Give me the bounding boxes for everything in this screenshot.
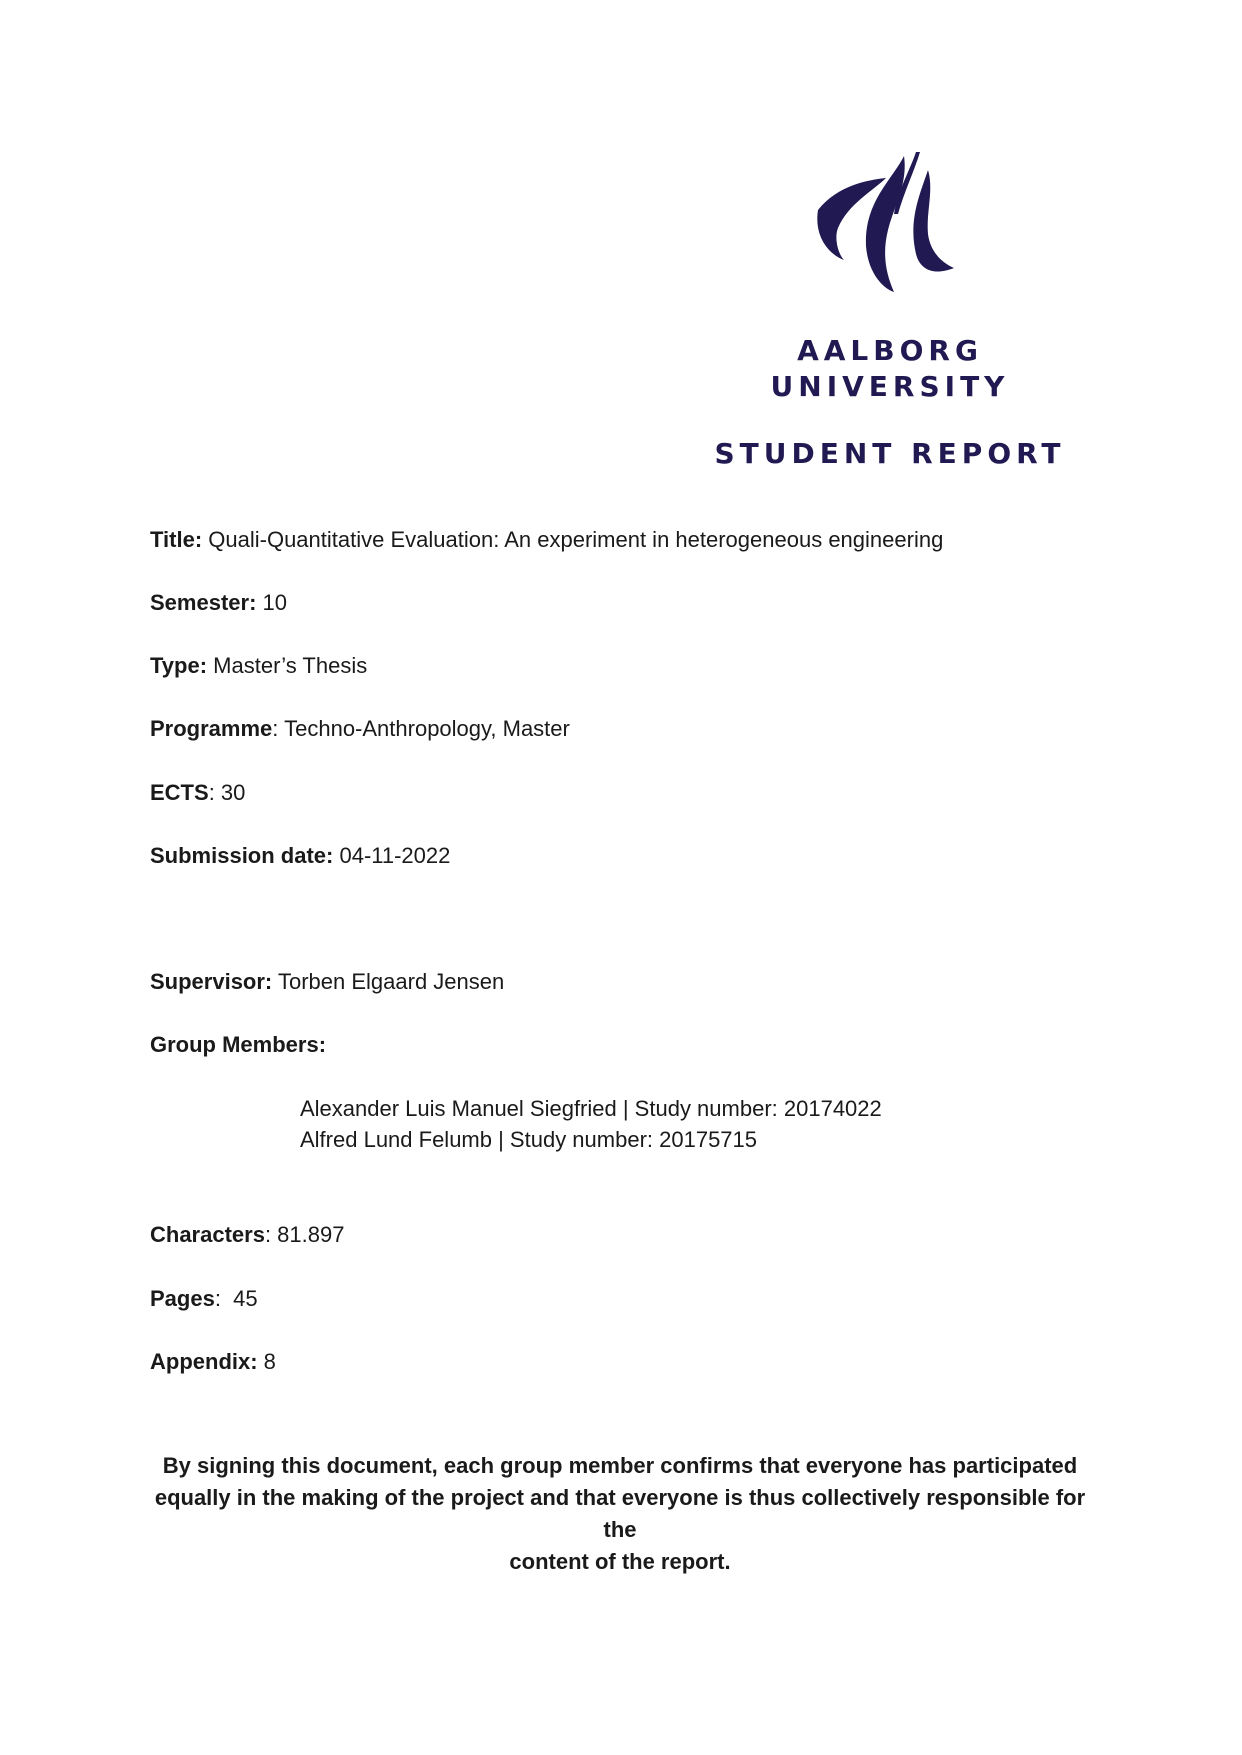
characters-value: : 81.897 — [264, 1222, 345, 1247]
list-item: Alexander Luis Manuel Siegfried | Study number: 20174022 — [300, 1096, 882, 1121]
university-name-line2: UNIVERSITY — [770, 370, 1010, 403]
pages-label: Pages — [150, 1286, 215, 1311]
semester-value: 10 — [256, 590, 287, 615]
group-members-field — [150, 1030, 326, 1060]
signing-statement — [145, 1450, 1095, 1578]
supervisor-field — [150, 967, 504, 997]
group-member-list — [300, 1093, 882, 1155]
title-label: Title: — [150, 527, 203, 552]
title-field — [150, 525, 943, 555]
logo-wave-right — [913, 170, 954, 272]
programme-field — [150, 714, 570, 744]
characters-label: Characters — [150, 1222, 265, 1247]
programme-value: : Techno-Anthropology, Master — [272, 716, 570, 741]
semester-label: Semester: — [150, 590, 257, 615]
programme-label: Programme — [150, 716, 273, 741]
ects-field — [150, 778, 245, 808]
submission-date-field — [150, 841, 450, 871]
statement-line-1: By signing this document, each group member confirms that everyone has participated — [162, 1453, 1078, 1478]
type-value: Master’s Thesis — [207, 653, 368, 678]
appendix-label: Appendix: — [150, 1349, 258, 1374]
characters-field — [150, 1220, 344, 1250]
type-field — [150, 651, 367, 681]
statement-line-3: content of the report. — [509, 1549, 731, 1574]
ects-label: ECTS — [150, 780, 209, 805]
appendix-field — [150, 1347, 276, 1377]
pages-field — [150, 1284, 258, 1314]
university-name-line1: AALBORG — [797, 334, 983, 367]
semester-field — [150, 588, 287, 618]
pages-value: : 45 — [214, 1286, 258, 1311]
supervisor-value: Torben Elgaard Jensen — [272, 969, 505, 994]
logo-wave-middle — [866, 156, 905, 292]
submission-date-value: 04-11-2022 — [333, 843, 451, 868]
supervisor-label: Supervisor: — [150, 969, 273, 994]
appendix-value: 8 — [257, 1349, 276, 1374]
list-item: Alfred Lund Felumb | Study number: 20175715 — [300, 1127, 758, 1152]
aalborg-waves-icon — [808, 150, 960, 300]
statement-line-2: equally in the making of the project and that everyone is thus collectively responsible for the — [154, 1485, 1086, 1542]
group-members-label: Group Members: — [150, 1032, 327, 1057]
title-value: Quali-Quantitative Evaluation: An experiment in heterogeneous engineering — [202, 527, 944, 552]
student-report-label: STUDENT REPORT — [714, 437, 1066, 470]
ects-value: : 30 — [208, 780, 246, 805]
type-label: Type: — [150, 653, 208, 678]
submission-date-label: Submission date: — [150, 843, 334, 868]
